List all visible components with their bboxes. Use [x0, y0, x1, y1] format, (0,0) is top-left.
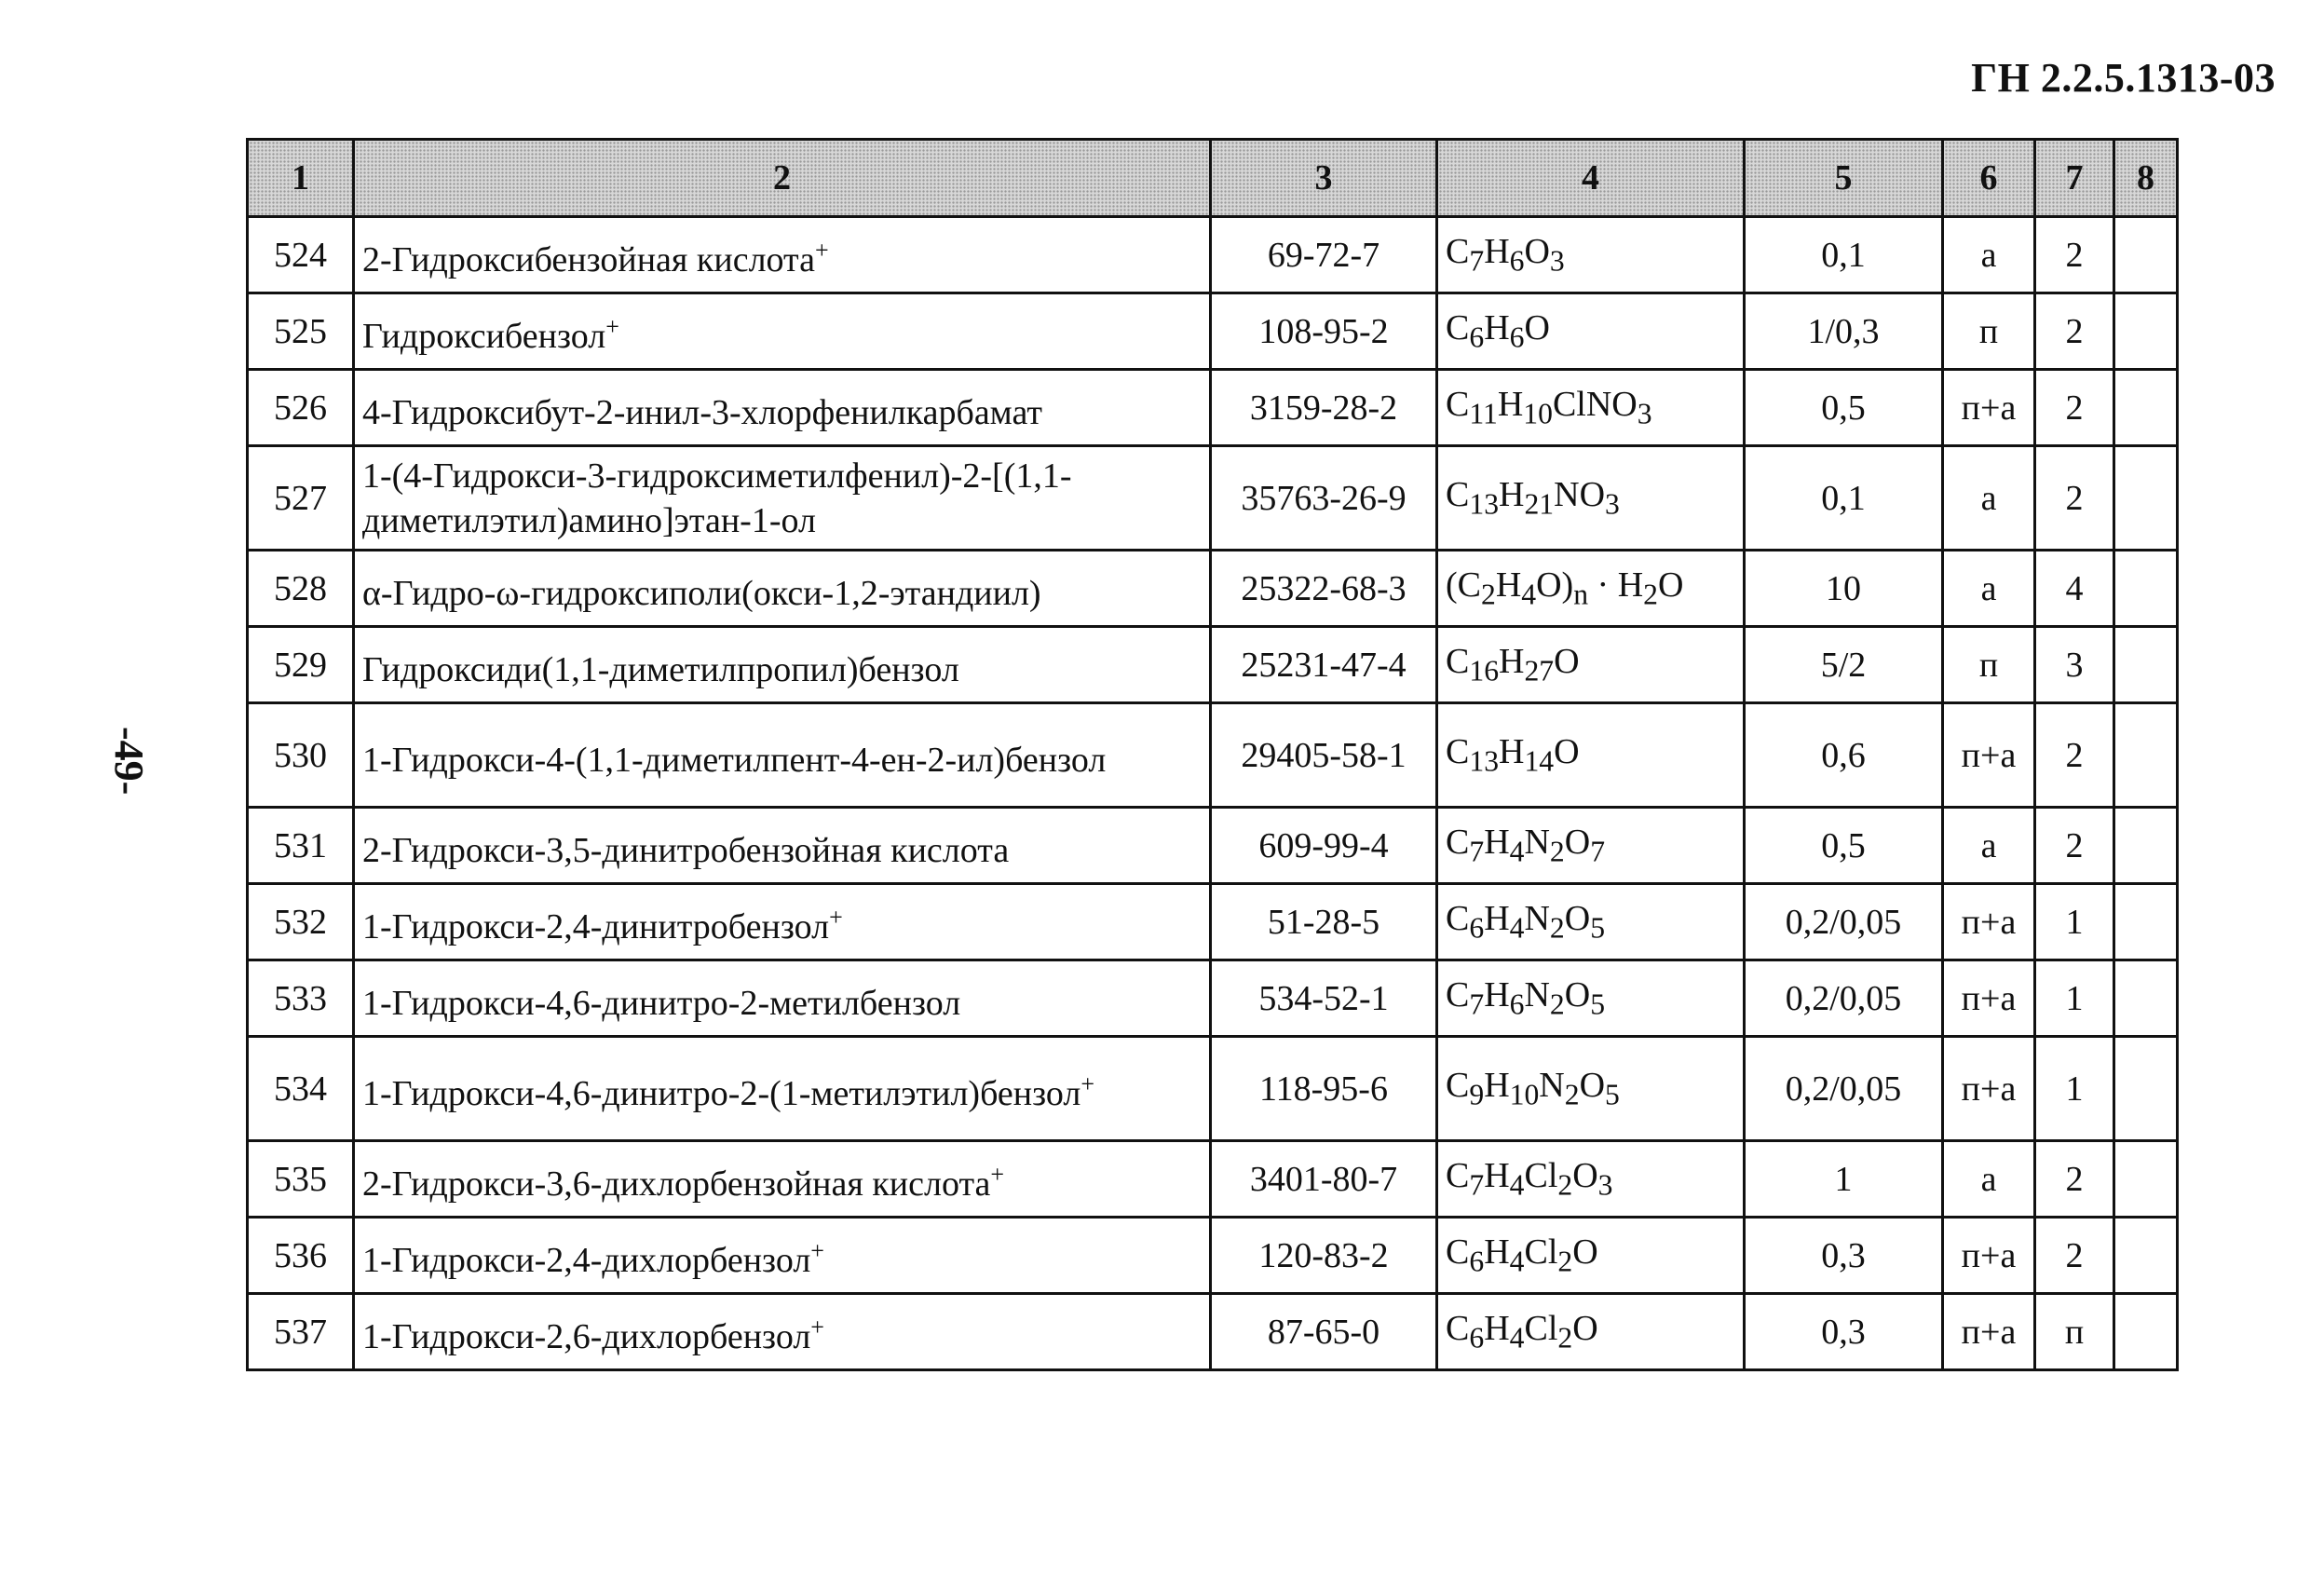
hazard-class-cell: 2: [2035, 293, 2114, 370]
column-header: 1: [248, 140, 354, 217]
allergen-mark: +: [1080, 1069, 1095, 1097]
limit-value-cell: 0,5: [1745, 808, 1943, 884]
row-number-cell: 526: [248, 370, 354, 446]
column-header: 8: [2114, 140, 2178, 217]
row-number-cell: 537: [248, 1294, 354, 1370]
formula-cell: $C_7H_4N_2O_7$: [1437, 808, 1745, 884]
substance-name: 1-Гидрокси-4,6-динитро-2-метилбензол: [362, 983, 961, 1023]
substance-name: Гидроксибензол: [362, 316, 606, 356]
table-body: [248, 217, 2178, 1370]
cas-number-cell: 35763-26-9: [1211, 446, 1437, 551]
limit-value-cell: 0,1: [1745, 217, 1943, 293]
hazard-class-cell: 2: [2035, 703, 2114, 808]
note-cell: [2114, 293, 2178, 370]
substance-name: 1-Гидрокси-2,4-динитробензол: [362, 906, 830, 946]
substance-name-cell: [354, 1141, 1211, 1218]
hazard-class-cell: 2: [2035, 808, 2114, 884]
table-row: [248, 884, 2178, 960]
substance-name-cell: [354, 627, 1211, 703]
table-row: [248, 703, 2178, 808]
row-number-cell: 527: [248, 446, 354, 551]
formula-cell: $C_7H_6N_2O_5$: [1437, 960, 1745, 1037]
allergen-mark: +: [605, 312, 619, 340]
cas-number-cell: 3159-28-2: [1211, 370, 1437, 446]
aggregate-state-cell: п: [1943, 293, 2035, 370]
substance-name-cell: [354, 370, 1211, 446]
aggregate-state-cell: п: [1943, 627, 2035, 703]
limit-value-cell: 0,2/0,05: [1745, 884, 1943, 960]
limit-value-cell: 1/0,3: [1745, 293, 1943, 370]
note-cell: [2114, 217, 2178, 293]
document-code: ГН 2.2.5.1313-03: [1971, 55, 2276, 101]
cas-number-cell: 25322-68-3: [1211, 551, 1437, 627]
cas-number-cell: 69-72-7: [1211, 217, 1437, 293]
limit-value-cell: 0,2/0,05: [1745, 1037, 1943, 1141]
substance-name: 2-Гидрокси-3,6-дихлорбензойная кислота: [362, 1164, 991, 1204]
column-header: 4: [1437, 140, 1745, 217]
cas-number-cell: 118-95-6: [1211, 1037, 1437, 1141]
column-header: 2: [354, 140, 1211, 217]
cas-number-cell: 534-52-1: [1211, 960, 1437, 1037]
table-row: [248, 808, 2178, 884]
row-number-cell: 525: [248, 293, 354, 370]
hazard-class-cell: 2: [2035, 370, 2114, 446]
cas-number-cell: 25231-47-4: [1211, 627, 1437, 703]
cas-number-cell: 51-28-5: [1211, 884, 1437, 960]
substance-name-cell: [354, 551, 1211, 627]
note-cell: [2114, 1141, 2178, 1218]
substance-name: 2-Гидрокси-3,5-динитробензойная кислота: [362, 830, 1010, 870]
allergen-mark: +: [990, 1160, 1005, 1188]
cas-number-cell: 29405-58-1: [1211, 703, 1437, 808]
substance-name: 4-Гидроксибут-2-инил-3-хлорфенилкарбамат: [362, 392, 1042, 432]
formula-cell: $C_6H_4Cl_2O$: [1437, 1218, 1745, 1294]
formula-cell: $C_{11}H_{10}ClNO_3$: [1437, 370, 1745, 446]
formula-cell: $C_{13}H_{14}O$: [1437, 703, 1745, 808]
table-header-row: [248, 140, 2178, 217]
note-cell: [2114, 884, 2178, 960]
cas-number-cell: 3401-80-7: [1211, 1141, 1437, 1218]
row-number-cell: 534: [248, 1037, 354, 1141]
substance-name-cell: [354, 1037, 1211, 1141]
aggregate-state-cell: а: [1943, 808, 2035, 884]
allergen-mark: +: [814, 236, 829, 264]
substance-name-cell: [354, 446, 1211, 551]
hazard-class-cell: 1: [2035, 1037, 2114, 1141]
limit-value-cell: 5/2: [1745, 627, 1943, 703]
aggregate-state-cell: п+а: [1943, 960, 2035, 1037]
limit-value-cell: 0,5: [1745, 370, 1943, 446]
row-number-cell: 532: [248, 884, 354, 960]
table-row: [248, 446, 2178, 551]
table-row: [248, 1218, 2178, 1294]
hazard-class-cell: 2: [2035, 1218, 2114, 1294]
table-row: [248, 217, 2178, 293]
formula-cell: $C_6H_4N_2O_5$: [1437, 884, 1745, 960]
note-cell: [2114, 551, 2178, 627]
formula-cell: $C_9H_{10}N_2O_5$: [1437, 1037, 1745, 1141]
row-number-cell: 524: [248, 217, 354, 293]
substance-name-cell: [354, 808, 1211, 884]
substance-name-cell: [354, 1218, 1211, 1294]
aggregate-state-cell: п+а: [1943, 1294, 2035, 1370]
substance-name-cell: [354, 1294, 1211, 1370]
aggregate-state-cell: а: [1943, 446, 2035, 551]
table-row: [248, 293, 2178, 370]
table-row: [248, 551, 2178, 627]
substance-name-cell: [354, 884, 1211, 960]
limit-value-cell: 0,3: [1745, 1294, 1943, 1370]
table-row: [248, 627, 2178, 703]
column-header: 3: [1211, 140, 1437, 217]
limit-value-cell: 0,2/0,05: [1745, 960, 1943, 1037]
note-cell: [2114, 1037, 2178, 1141]
note-cell: [2114, 627, 2178, 703]
formula-cell: $(C_2H_4O)_n \cdot H_2O$: [1437, 551, 1745, 627]
row-number-cell: 535: [248, 1141, 354, 1218]
substance-name: 2-Гидроксибензойная кислота: [362, 239, 815, 279]
hazard-class-cell: 1: [2035, 884, 2114, 960]
substance-name: 1-(4-Гидрокси-3-гидроксиметилфенил)-2-[(1,1-диметилэтил)амино]этан-1-ол: [362, 456, 1072, 540]
row-number-cell: 531: [248, 808, 354, 884]
note-cell: [2114, 1218, 2178, 1294]
note-cell: [2114, 370, 2178, 446]
limit-value-cell: 0,6: [1745, 703, 1943, 808]
hazard-class-cell: 2: [2035, 1141, 2114, 1218]
limit-value-cell: 0,3: [1745, 1218, 1943, 1294]
cas-number-cell: 108-95-2: [1211, 293, 1437, 370]
cas-number-cell: 87-65-0: [1211, 1294, 1437, 1370]
substances-table: [246, 138, 2179, 1371]
note-cell: [2114, 1294, 2178, 1370]
hazard-class-cell: 2: [2035, 217, 2114, 293]
page-number: -49-: [106, 727, 152, 796]
column-header: 7: [2035, 140, 2114, 217]
hazard-class-cell: 1: [2035, 960, 2114, 1037]
substance-name: α-Гидро-ω-гидроксиполи(окси-1,2-этандиил): [362, 573, 1041, 613]
aggregate-state-cell: п+а: [1943, 1037, 2035, 1141]
note-cell: [2114, 703, 2178, 808]
row-number-cell: 533: [248, 960, 354, 1037]
table-row: [248, 1037, 2178, 1141]
table-row: [248, 1141, 2178, 1218]
allergen-mark: +: [829, 903, 843, 931]
note-cell: [2114, 960, 2178, 1037]
note-cell: [2114, 446, 2178, 551]
formula-cell: $C_6H_4Cl_2O$: [1437, 1294, 1745, 1370]
limit-value-cell: 10: [1745, 551, 1943, 627]
column-header: 5: [1745, 140, 1943, 217]
row-number-cell: 528: [248, 551, 354, 627]
limit-value-cell: 0,1: [1745, 446, 1943, 551]
substance-name: 1-Гидрокси-4-(1,1-диметилпент-4-ен-2-ил)бензол: [362, 740, 1107, 780]
table-row: [248, 960, 2178, 1037]
substance-name-cell: [354, 217, 1211, 293]
hazard-class-cell: 3: [2035, 627, 2114, 703]
table-row: [248, 1294, 2178, 1370]
row-number-cell: 530: [248, 703, 354, 808]
cas-number-cell: 609-99-4: [1211, 808, 1437, 884]
allergen-mark: +: [810, 1236, 824, 1264]
substance-name: 1-Гидрокси-2,6-дихлорбензол: [362, 1316, 811, 1356]
formula-cell: $C_7H_6O_3$: [1437, 217, 1745, 293]
substance-name: 1-Гидрокси-4,6-динитро-2-(1-метилэтил)бензол: [362, 1073, 1081, 1113]
allergen-mark: +: [810, 1313, 824, 1341]
formula-cell: $C_{13}H_{21}NO_3$: [1437, 446, 1745, 551]
column-header: 6: [1943, 140, 2035, 217]
limit-value-cell: 1: [1745, 1141, 1943, 1218]
substance-name: Гидроксиди(1,1-диметилпропил)бензол: [362, 649, 959, 689]
formula-cell: $C_6H_6O$: [1437, 293, 1745, 370]
table-row: [248, 370, 2178, 446]
row-number-cell: 529: [248, 627, 354, 703]
aggregate-state-cell: п+а: [1943, 703, 2035, 808]
hazard-class-cell: п: [2035, 1294, 2114, 1370]
formula-cell: $C_{16}H_{27}O$: [1437, 627, 1745, 703]
hazard-class-cell: 4: [2035, 551, 2114, 627]
cas-number-cell: 120-83-2: [1211, 1218, 1437, 1294]
aggregate-state-cell: п+а: [1943, 884, 2035, 960]
substance-name-cell: [354, 293, 1211, 370]
aggregate-state-cell: а: [1943, 217, 2035, 293]
substance-name: 1-Гидрокси-2,4-дихлорбензол: [362, 1240, 811, 1280]
note-cell: [2114, 808, 2178, 884]
aggregate-state-cell: п+а: [1943, 370, 2035, 446]
formula-cell: $C_7H_4Cl_2O_3$: [1437, 1141, 1745, 1218]
substance-name-cell: [354, 960, 1211, 1037]
substance-name-cell: [354, 703, 1211, 808]
row-number-cell: 536: [248, 1218, 354, 1294]
hazard-class-cell: 2: [2035, 446, 2114, 551]
aggregate-state-cell: а: [1943, 551, 2035, 627]
aggregate-state-cell: п+а: [1943, 1218, 2035, 1294]
aggregate-state-cell: а: [1943, 1141, 2035, 1218]
